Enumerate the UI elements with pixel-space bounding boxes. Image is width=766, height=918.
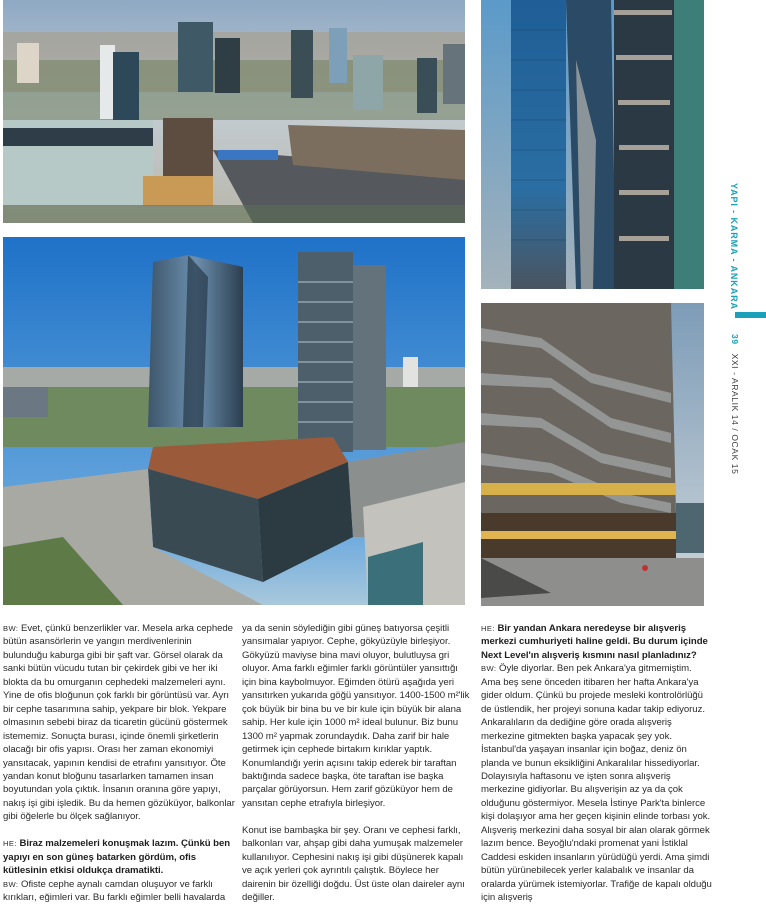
article-column-1 — [3, 622, 235, 918]
question-paragraph — [481, 622, 713, 662]
issue-info — [730, 334, 740, 474]
speaker-label: BW: — [481, 664, 497, 674]
article-column-2 — [242, 622, 474, 918]
photo-ankara-skyline — [3, 0, 465, 223]
speaker-label: BW: — [3, 879, 19, 889]
issue-label: XXI - ARALIK 14 / OCAK 15 — [730, 353, 740, 475]
speaker-label: HE: — [3, 839, 17, 849]
accent-bar — [735, 312, 766, 318]
photo-residential-balconies — [481, 303, 704, 606]
body-paragraph: ya da senin söylediğin gibi güneş batıyorsa çeşitli yansımalar yapıyor. Cephe, gökyüzüyle birleşiyor. Gökyüzü maviyse bina mavi oluyor, bulutluysa gri oluyor. Ama farklı eğimler farklı görüntüler yansıttığı için bina kaybolmuyor. Eğimden ötürü aşağıda yeri yansıtırken yukarıda göğü yansıtıyor. 1400-1500 m²'lik çok büyük bir bina bu ve bir kule için büyük bir alana sahip. Her kule için 1000 m² ideal bulunur. Biz bunu 1300 m² yapmak zorundaydık. Daha zarif bir hale getirmek için cephede birtakım kırıklar yaptık. Konumlandığı yerin açısını takip ederek bir taraftan baktığında sadece başka, öte taraftan ise başka parçalar görüyorsun. Hem zarif gözüküyor hem de yansıtan cephe etrafıyla birleşiyor. — [242, 623, 470, 809]
question-text: Biraz malzemeleri konuşmak lazım. Çünkü ben yapıyı en son güneş batarken gördüm, ofis kütlesinin etkisi oldukça dramatikti. — [3, 838, 231, 877]
speaker-label: HE: — [481, 624, 495, 633]
answer-text: Ofiste cephe aynalı camdan oluşuyor ve farklı kırıkları, eğimleri var. Bu farklı eğimler belli havalarda — [3, 878, 226, 903]
body-paragraph: Konut ise bambaşka bir şey. Oranı ve cephesi farklı, balkonları var, ahşap gibi daha yumuşak malzemeler kullanılıyor. Cephesini nakış işi gibi düşünerek kapalı ve açık yerleri çok ayrıntılı çalıştık. Böylece her dairenin bir özelliği doğdu. Üst üste olan daireler aynı değiller. — [242, 824, 465, 903]
section-label: YAPI - KARMA - ANKARA — [729, 183, 739, 310]
answer-text: Evet, çünkü benzerlikler var. Mesela arka cephede bütün asansörlerin ve yangın merdivenlerinin bulunduğu kaburga gibi bir şaft var. Görsel olarak da sanki bütün vücudu tutan bir çekirdek gibi ve her iki blokta da bu omurganın cephedeki malzemeleri aynı. Yine de ofis bloğunun çok farklı bir görüntüsü var. Ayrı bir cephe tasarımına sahip, yekpare bir blok. Yekpare olmasının sebebi biraz da ticaretin gücünü göstermek istememiz. Sonuçta burası, içinde önemli şirketlerin olacağı bir ofis yapısı. Orası her zaman ekonomiyi yansıtacak, yapının kendisi de etrafını yansıtıyor. Öte yandan konut bloğunu tasarlarken tamamen insan boyutundan yola çıktık. İnsanın oranına göre yapıyı, nakış işi gibi işledik. Bu da hemen gözüküyor, balkonlar gibi öğelerle bu ölçek sağlanıyor. — [3, 623, 235, 823]
answer-paragraph — [3, 622, 235, 824]
answer-paragraph — [481, 662, 713, 904]
answer-paragraph — [3, 878, 235, 905]
page-number: 39 — [730, 334, 740, 345]
answer-text: Öyle diyorlar. Ben pek Ankara'ya gitmemiştim. Ama beş sene önceden itibaren her hafta Ankara'ya gider oldum. Çünkü bu projede mesleki kontrolörlüğü de üstlendik, her projeyi sonuna kadar takip ediyoruz. Ankaralıların da dediğine göre orada alışveriş merkezine gitmekten başka yapacak şey yok. İstanbul'da yaşayan insanlar için boğaz, deniz ön planda ve bunun eksikliğini Ankaralılar hissediyorlar. Dolayısıyla haftasonu ve işten sonra alışveriş merkezine gidiyorlar. Bu alışverişin az ya da çok olduğunu göstermiyor. Mesela İstinye Park'ta binlerce kişi dolaşıyor ama her geçen kişinin elinde torbası yok. Alışveriş merkezini daha sosyal bir alan olarak görmek lazım bence. Beyoğlu'ndaki promenat yani İstiklal Caddesi eskiden insanların yürüdüğü yerdi. Ama şimdi bütün yürünebilecek yerler kalabalık ve insanlar da oralarda yürümek istemiyorlar. Trafiğe de kapalı olduğu için alışveriş — [481, 663, 712, 904]
photo-tower-facade — [481, 0, 704, 289]
question-paragraph — [3, 837, 235, 877]
photo-next-level-complex — [3, 237, 465, 605]
speaker-label: BW: — [3, 624, 19, 633]
article-column-3 — [481, 622, 713, 918]
question-text: Bir yandan Ankara neredeyse bir alışveriş merkezi cumhuriyeti haline geldi. Bu durum içinde Next Level'ın alışveriş kısmını nasıl planladınız? — [481, 623, 708, 661]
